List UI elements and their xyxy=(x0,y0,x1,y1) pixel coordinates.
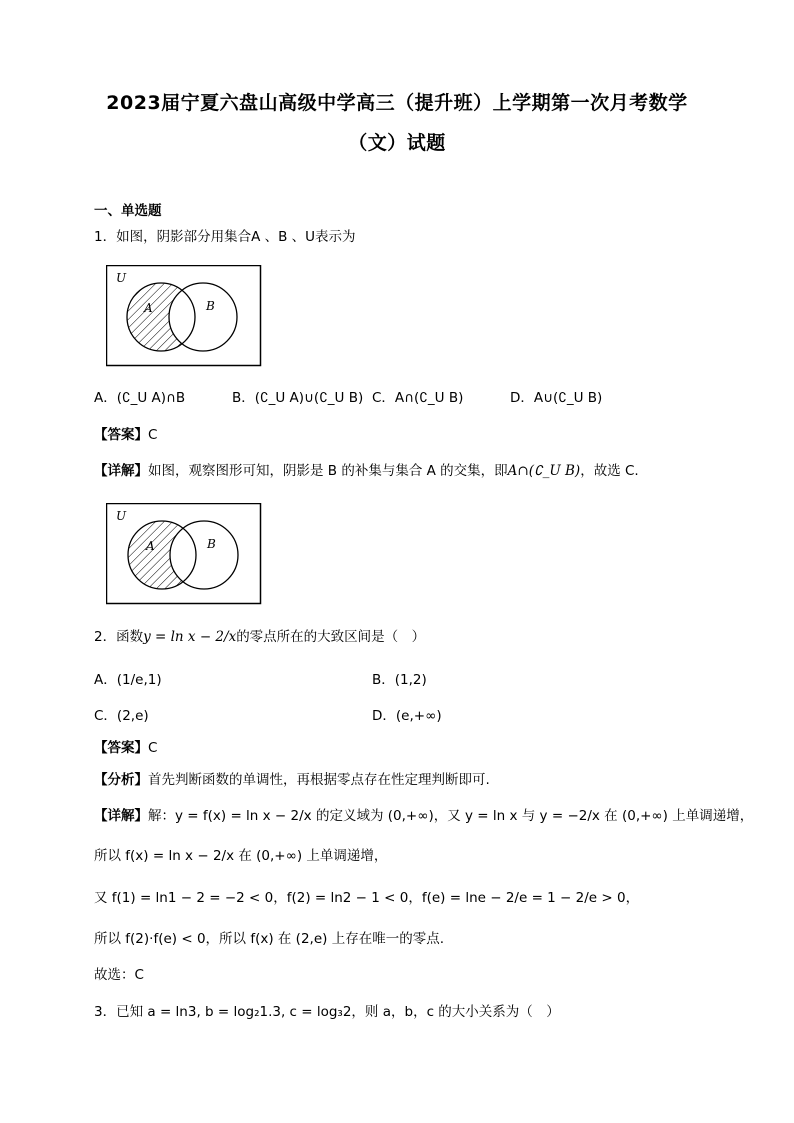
q2-detail-line3: 又 f(1) = ln1 − 2 = −2 < 0，f(2) = ln2 − 1 < 0，f(e) = lne − 2/e = 1 − 2/e > 0， xyxy=(94,890,640,906)
q1-option-b: B．(∁_U A)∪(∁_U B) xyxy=(232,390,364,406)
q1-option-d: D．A∪(∁_U B) xyxy=(510,390,603,406)
q2-detail-line4: 所以 f(2)·f(e) < 0，所以 f(x) 在 (2,e) 上存在唯一的零点. xyxy=(94,931,444,947)
q2-detail-line1: 【详解】解：y = f(x) = ln x − 2/x 的定义域为 (0,+∞)，又 y = ln x 与 y = −2/x 在 (0,+∞) 上单调递增， xyxy=(94,808,754,824)
label-a: A xyxy=(146,539,155,553)
q2-detail-line2: 所以 f(x) = ln x − 2/x 在 (0,+∞) 上单调递增， xyxy=(94,848,388,864)
doc-title-line2: （文）试题 xyxy=(348,132,446,154)
label-b: B xyxy=(207,537,216,551)
label-u: U xyxy=(116,271,127,285)
label-u: U xyxy=(116,509,127,523)
answer-value: C xyxy=(148,427,158,443)
q1-answer xyxy=(94,425,157,445)
q2-choose: 故选：C xyxy=(94,967,144,983)
q1-option-a: A．(∁_U A)∩B xyxy=(94,390,186,406)
q2-option-a: A．(1/e,1) xyxy=(94,672,162,688)
q1-venn-diagram-detail xyxy=(106,503,262,605)
q2-stem: 2．函数y = ln x − 2/x的零点所在的大致区间是（ ） xyxy=(94,629,426,645)
q1-venn-diagram xyxy=(106,265,262,367)
q2-analysis: 【分析】首先判断函数的单调性，再根据零点存在性定理判断即可. xyxy=(94,772,490,788)
q2-answer xyxy=(94,738,157,758)
answer-tag: 【答案】 xyxy=(94,740,148,756)
analysis-tag: 【分析】 xyxy=(94,772,148,788)
answer-value: C xyxy=(148,740,158,756)
q1-detail: 【详解】如图，观察图形可知，阴影是 B 的补集与集合 A 的交集，即A∩(∁_U B)，故选 C. xyxy=(94,463,639,479)
detail-tag: 【详解】 xyxy=(94,463,148,479)
q3-stem: 3．已知 a = ln3, b = log₂1.3, c = log₃2，则 a，b，c 的大小关系为（ ） xyxy=(94,1004,560,1020)
q2-option-c: C．(2,e) xyxy=(94,708,149,724)
doc-title-line1: 2023届宁夏六盘山高级中学高三（提升班）上学期第一次月考数学 xyxy=(106,92,688,114)
q2-function: y = ln x − 2/x xyxy=(143,629,237,645)
label-a: A xyxy=(144,301,153,315)
q2-option-d: D．(e,+∞) xyxy=(372,708,442,724)
label-b: B xyxy=(206,299,215,313)
q1-stem: 1．如图，阴影部分用集合A 、B 、U表示为 xyxy=(94,229,356,245)
q2-option-b: B．(1,2) xyxy=(372,672,427,688)
section-heading: 一、单选题 xyxy=(94,203,162,219)
answer-tag: 【答案】 xyxy=(94,427,148,443)
detail-tag: 【详解】 xyxy=(94,808,148,824)
q1-option-c: C．A∩(∁_U B) xyxy=(372,390,464,406)
